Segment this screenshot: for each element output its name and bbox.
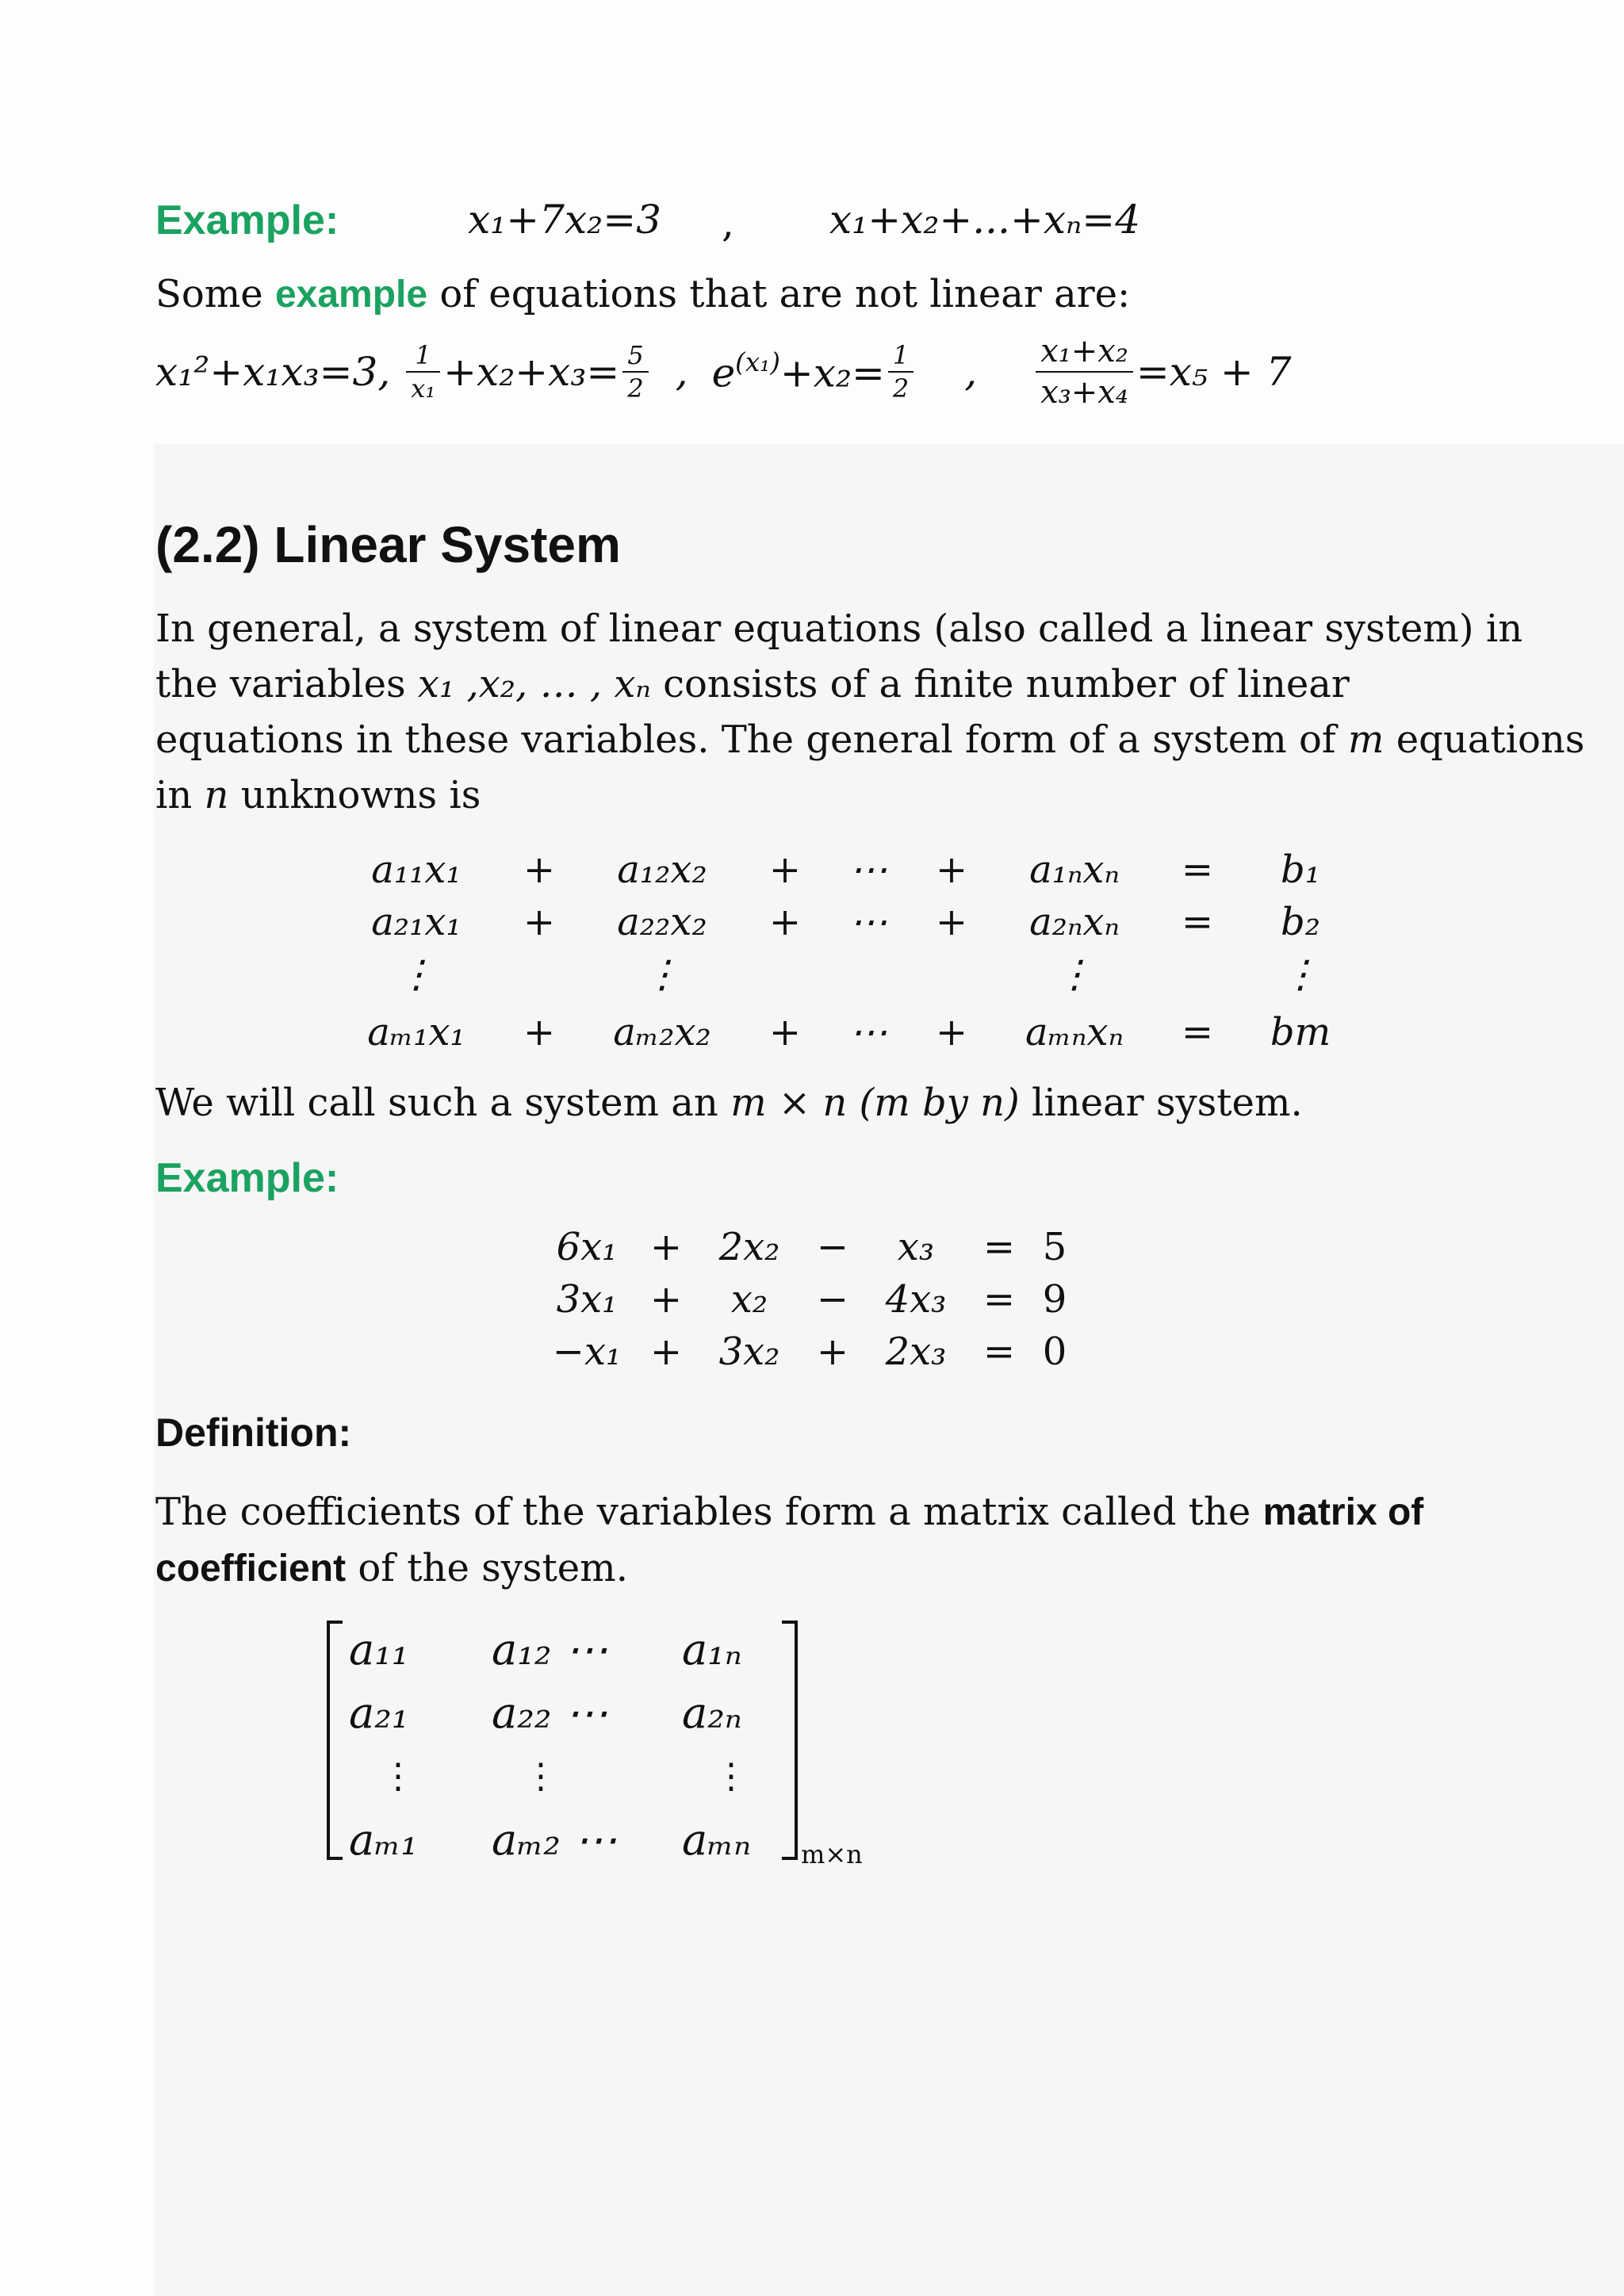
general-system-cell: + — [935, 1010, 968, 1054]
matrix-entry: a₂₁ — [349, 1687, 409, 1738]
section-paragraph — [155, 601, 1584, 823]
general-system-cell: a₁ₙxₙ — [1029, 848, 1120, 892]
general-system-cell: + — [768, 848, 802, 892]
example-system-cell: 3x₁ — [556, 1277, 618, 1322]
matrix-entry: a₁ₙ — [682, 1624, 742, 1674]
general-system-cell: a₂₁x₁ — [371, 900, 462, 944]
nonlinear-eq-b-mid: +x₂+x₃= — [443, 349, 620, 395]
general-system-cell: aₘ₁x₁ — [367, 1010, 465, 1054]
nonlinear-eq-c-rhs: $\frac{1}{2}$ — [888, 339, 914, 404]
matrix-entry: ⋮ — [714, 1755, 749, 1797]
general-system-cell: ⋮ — [1055, 952, 1094, 997]
general-system-cell: + — [935, 900, 968, 944]
nonlinear-eq-b-rhs: $\frac{5}{2}$ — [622, 339, 648, 404]
example-system-row — [539, 1273, 1078, 1326]
example-system-cell: x₂ — [730, 1277, 768, 1322]
example-system-row — [539, 1326, 1078, 1378]
example-label: Example: — [155, 197, 339, 243]
nonlinear-eq-d-rhs: =x₅ + 7 — [1136, 349, 1292, 395]
matrix-entry: a₁₂ ⋯ — [492, 1624, 608, 1674]
general-system-cell: + — [523, 848, 556, 892]
example-system-cell: 5 — [1042, 1225, 1067, 1269]
example-system-cell: = — [982, 1277, 1016, 1322]
general-system-row — [349, 948, 1348, 1001]
matrix-entry: a₁₁ — [349, 1624, 409, 1674]
paragraph-line-3: equations in these variables. The general form of a system of m equations — [155, 718, 1585, 762]
example-system-cell: + — [649, 1277, 683, 1322]
matrix-row — [349, 1744, 785, 1808]
general-system-cell — [1142, 948, 1253, 1001]
matrix-size-label: m×n — [801, 1839, 863, 1869]
general-system-row — [349, 844, 1348, 896]
general-system-cell: ⋯ — [849, 848, 887, 892]
general-system-cell: ⋯ — [849, 900, 887, 944]
general-system-cell: + — [768, 1010, 802, 1054]
nonlinear-eq-d-fraction: $\frac{\text{x₁+x₂}}{\text{x₃+x₄}}$ — [1036, 331, 1133, 412]
general-system-cell: bm — [1270, 1010, 1331, 1054]
intro-text-pre: Some — [155, 272, 263, 316]
general-system-cell: a₂₂x₂ — [617, 900, 707, 944]
matrix-left-bracket — [327, 1621, 343, 1860]
general-system-cell: ⋮ — [1281, 952, 1320, 997]
general-system-cell: + — [523, 900, 556, 944]
nonlinear-eq-a: x₁²+x₁x₃=3, — [155, 349, 391, 395]
example-system-cell: 0 — [1042, 1330, 1067, 1374]
general-system-cell: a₂ₙxₙ — [1029, 900, 1120, 944]
general-system-cell: + — [768, 900, 802, 944]
general-system-cell — [730, 948, 841, 1001]
system-naming-sentence: We will call such a system an m × n (m by n) linear system. — [155, 1081, 1303, 1125]
linear-equation-2: x₁+x₂+...+xₙ=4 — [829, 197, 1141, 243]
matrix-entry: aₘ₂ ⋯ — [492, 1814, 618, 1865]
matrix-row — [349, 1681, 785, 1744]
example-system-cell: 2x₂ — [718, 1225, 780, 1269]
intro-text-post: of equations that are not linear are: — [439, 272, 1131, 316]
nonlinear-eq-b-fraction: $\frac{1}{\text{x₁}}$ — [406, 339, 440, 404]
example-system-cell: −x₁ — [552, 1330, 622, 1374]
general-system-cell: aₘ₂x₂ — [613, 1010, 711, 1054]
general-system-cell: b₁ — [1281, 848, 1320, 892]
example-system-cell: = — [982, 1225, 1016, 1269]
general-system-row — [349, 1001, 1348, 1064]
matrix-entry: a₂ₙ — [682, 1687, 742, 1738]
matrix-row — [349, 1617, 785, 1681]
matrix-entry: a₂₂ ⋯ — [492, 1687, 608, 1738]
nonlinear-equations: x₁²+x₁x₃=3, $\frac{1}{\text{x₁}}$ +x₂+x₃= $\frac{5}{2}$ , $e^{(x_1)}+x_2=$ $\frac{1}{2}$ , $\frac{\text{x₁+x₂}}{\text{x₃+x₄}}$ =x₅ + 7 — [155, 333, 1292, 411]
section-title: (2.2) Linear System — [155, 516, 621, 573]
example-system-cell: − — [816, 1225, 849, 1269]
example-system-cell: 3x₂ — [718, 1330, 780, 1374]
general-system-cell — [896, 948, 1007, 1001]
general-system-cell — [484, 948, 595, 1001]
paragraph-line-4: in n unknowns is — [155, 773, 481, 817]
linear-equation-1: x₁+7x₂=3 — [468, 197, 661, 243]
general-system-cell: ⋯ — [849, 1010, 887, 1054]
example-system-cell: x₃ — [897, 1225, 935, 1269]
example-system-row — [539, 1221, 1078, 1273]
equation-separator: , — [722, 200, 734, 246]
example-system-cell: = — [982, 1330, 1016, 1374]
general-system-cell: aₘₙxₙ — [1025, 1010, 1124, 1054]
general-system-cell: ⋮ — [643, 952, 681, 997]
example-system-cell: 2x₃ — [885, 1330, 947, 1374]
example-linear-system — [539, 1221, 1078, 1378]
general-system-cell: = — [1181, 848, 1214, 892]
example-system-cell: 6x₁ — [556, 1225, 618, 1269]
paragraph-line-1: In general, a system of linear equations (also called a linear system) in — [155, 607, 1523, 651]
example-label-2: Example: — [155, 1155, 339, 1201]
general-system-cell: a₁₂x₂ — [617, 848, 707, 892]
matrix-entry: aₘ₁ — [349, 1814, 418, 1865]
general-system-cell: a₁₁x₁ — [371, 848, 462, 892]
nonlinear-intro — [155, 266, 1130, 323]
coefficient-matrix — [349, 1617, 785, 1871]
example-system-cell: 9 — [1042, 1277, 1067, 1322]
general-system-cell — [841, 948, 896, 1001]
nonlinear-eq-c: $e^{(x_1)}+x_2=$ — [711, 347, 885, 396]
matrix-row — [349, 1808, 785, 1871]
example-system-cell: + — [816, 1330, 849, 1374]
general-system-cell: b₂ — [1281, 900, 1320, 944]
variables-list: x₁ ,x₂, … , xₙ — [417, 662, 651, 706]
example-system-cell: + — [649, 1225, 683, 1269]
example-system-cell: 4x₃ — [885, 1277, 947, 1322]
general-system-cell: = — [1181, 900, 1214, 944]
matrix-entry: aₘₙ — [682, 1814, 752, 1865]
definition-text: The coefficients of the variables form a matrix called the matrix of coefficient of the system. — [155, 1490, 1424, 1590]
matrix-entry: ⋮ — [523, 1755, 558, 1797]
general-system-cell: ⋮ — [397, 952, 435, 997]
general-system-cell: + — [523, 1010, 556, 1054]
general-linear-system — [349, 844, 1348, 1064]
general-system-cell: + — [935, 848, 968, 892]
example-system-cell: − — [816, 1277, 849, 1322]
paragraph-line-2: the variables x₁ ,x₂, … , xₙ consists of a finite number of linear — [155, 662, 1350, 706]
example-system-cell: + — [649, 1330, 683, 1374]
matrix-entry: ⋮ — [381, 1755, 416, 1797]
intro-highlight: example — [274, 274, 428, 316]
general-system-cell: = — [1181, 1010, 1214, 1054]
general-system-row — [349, 896, 1348, 948]
definition-label: Definition: — [155, 1410, 352, 1455]
